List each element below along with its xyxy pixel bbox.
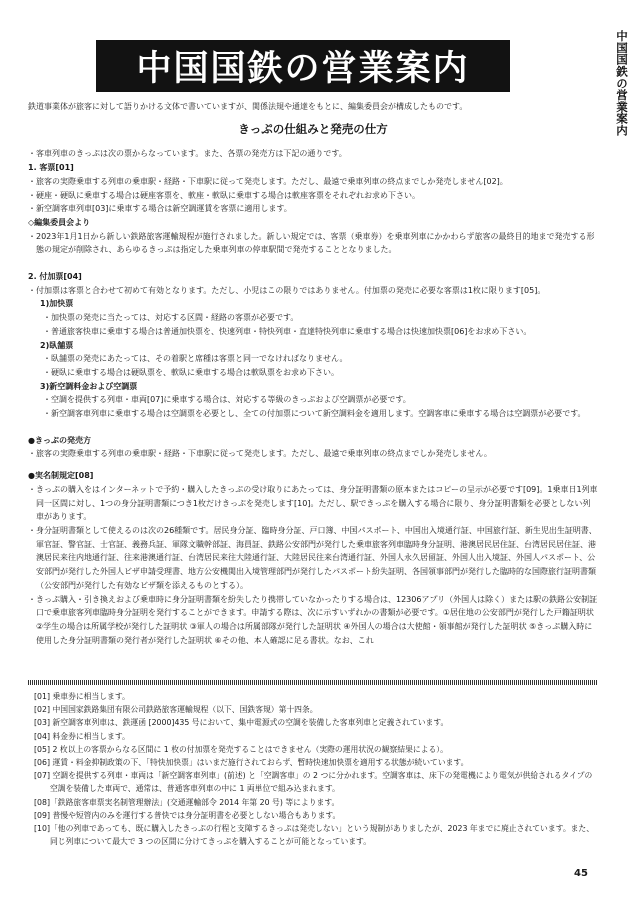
footnote-divider	[28, 680, 598, 685]
editor-note-heading: ◇編集委員会より	[28, 217, 91, 227]
paragraph: ・身分証明書類として使えるのは次の26種類です。居民身分証、臨時身分証、戸口簿、中国パスポート、中国出入境通行証、中国旅行証、新生児出生証明書、軍官証、警官証、士官証、義務兵証、軍隊文職幹部証、海員証、鉄路公安部門が発行した乗車旅客列車臨時身分証明、港澳居民居住証、台湾居民居住証、港澳居民来往内地通行証、往来港澳通行証、台湾居民来往大陸通行証、大陸居民往来台湾通行証、外国人永久居留証、外国人出入境証、外国人パスポート、公安部門が発行した外国人ビザ申請受理書、地方公安機関出入境管理部門が発行したパスポート紛失証明、各国領事部門が発行した臨時的な国際旅行証明書類（公安部門が発行した有効なビザ類を添えるものとする）。	[28, 525, 597, 590]
section-heading-jitsumeisei: ●実名制規定[08]	[28, 471, 94, 481]
subsection-heading: 1)加快票	[40, 299, 74, 309]
editor-note: ・2023年1月1日から新しい鉄路旅客運輸規程が施行されました。新しい規定では、客票（乗車券）を乗車列車にかかわらず旅客の最終目的地まで発売する形態の規定が削除され、あらゆるきっぷは指定した乗車列車の停車駅間で発売することとなりました。	[28, 231, 595, 255]
title-banner	[96, 40, 510, 92]
footnote: [08]「鉄路旅客車票実名制管理辦法」(交通運輸部令 2014 年第 20 号) 等によります。	[34, 797, 340, 807]
intro-text: 鉄道事業体が旅客に対して語りかける文体で書いていますが、関係法規や通達をもとに、編集委員会が構成したものです。	[28, 102, 468, 111]
side-chapter-tab: 中国国鉄の営業案内	[615, 30, 629, 137]
lead-paragraph: ・客車列車のきっぷは次の票からなっています。また、各票の発売方は下記の通りです。	[28, 149, 347, 159]
section-title: きっぷの仕組みと発売の仕方	[238, 121, 388, 136]
page-title: 中国国鉄の営業案内	[136, 49, 470, 89]
footnote: [03] 新空調客車列車は、鉄運函 [2000]435 号において、集中電源式の空調を装備した客車列車と定義されています。	[34, 718, 449, 728]
paragraph: ・旅客の実際乗車する列車の乗車駅・経路・下車駅に従って発売します。ただし、最遠で乗車列車の終点までしか発売しません。	[28, 449, 492, 459]
section-heading-kehyo: 1. 客票[01]	[28, 163, 74, 173]
paragraph: ・旅客の実際乗車する列車の乗車駅・経路・下車駅に従って発売します。ただし、最遠で乗車列車の終点までしか発売しません[02]。	[28, 176, 508, 186]
footnote: [02] 中国国家鉄路集団有限公司鉄路旅客運輸規程（以下、国鉄客規）第十四条。	[34, 705, 318, 715]
footnote: [10]「他の列車であっても、既に購入したきっぷの行程と支障するきっぷは発売しない」という規制がありましたが、2023 年までに廃止されています。また、同じ列車について最大で 3 つの区間に分けてきっぷを購入することが可能となっています。	[34, 824, 595, 847]
footnotes	[34, 690, 594, 848]
footnote: [01] 乗車券に相当します。	[34, 692, 130, 701]
section-heading-hatsubai: ●きっぷの発売方	[28, 435, 91, 445]
subsection-heading: 2)臥舗票	[40, 340, 74, 350]
paragraph: ・硬座・硬臥に乗車する場合は硬座客票を、軟座・軟臥に乗車する場合は軟座客票をそれぞれお求め下さい。	[28, 190, 420, 200]
paragraph: ・硬臥に乗車する場合は硬臥票を、軟臥に乗車する場合は軟臥票をお求め下さい。	[43, 367, 339, 377]
paragraph: ・空調を提供する列車・車両[07]に乗車する場合は、対応する等級のきっぷおよび空調票が必要です。	[43, 395, 411, 405]
paragraph: ・加快票の発売に当たっては、対応する区間・経路の客票が必要です。	[43, 313, 299, 323]
paragraph: ・新空調客車列車に乗車する場合は空調票を必要とし、全ての付加票について新空調料金を適用します。空調客車に乗車する場合は空調票が必要です。	[43, 409, 586, 419]
paragraph: ・きっぷ購入・引き換えおよび乗車時に身分証明書類を紛失したり携帯していなかったりする場合は、12306アプリ（外国人は除く）または駅の鉄路公安制証口で乗車旅客列車臨時身分証明を発行することができます。申請する際は、次に示すいずれかの書類が必要です。①居住地の公安部門が発行した戸籍証明状 ②学生の場合は所属学校が発行した証明状 ③軍人の場合は所属部隊が発行した証明状 ④外国人の場合は大使館・領事館が発行した証明状 ⑤きっぷ購入時に使用した身分証明書類の発行者が発行した証明状 ⑥その他、本人確認に足る書状。なお、これ	[28, 594, 598, 645]
footnote: [05] 2 枚以上の客票からなる区間に 1 枚の付加票を発売することはできません（実際の運用状況の観察結果による）。	[34, 744, 448, 754]
footnote: [09] 普慢や短管内のみを運行する普快では身分証明書を必要としない場合もあります。	[34, 810, 341, 820]
main-content	[28, 100, 598, 647]
paragraph: ・新空調客車列車[03]に乗車する場合は新空調運賃を客票に適用します。	[28, 204, 292, 214]
footnote: [06] 運賃・料金抑制政策の下、「特快加快票」はいまだ施行されておらず、暫時快速加快票を適用する状態が続いています。	[34, 758, 469, 768]
paragraph: ・きっぷの購入をはインターネットで予約・購入したきっぷの受け取りにあたっては、身分証明書類の原本またはコピーの呈示が必要です[09]。1乗車日1列車同一区間に対し、1つの身分証明書類につき1枚だけきっぷを発売します[10]。ただし、駅できっぷを購入する場合に限り、身分証明書類を必要としない列車があります。	[28, 484, 598, 522]
paragraph: ・付加票は客票と合わせて初めて有効となります。ただし、小児はこの限りではありません。付加票の発売に必要な客票は1枚に限ります[05]。	[28, 285, 546, 295]
footnote: [04] 料金券に相当します。	[34, 731, 130, 741]
subsection-heading: 3)新空調料金および空調票	[40, 381, 138, 391]
paragraph: ・普通旅客快車に乗車する場合は普通加快票を、快速列車・特快列車・直達特快列車に乗車する場合は快速加快票[06]をお求め下さい。	[43, 326, 532, 336]
footnote: [07] 空調を提供する列車・車両は「新空調客車列車」(前述) と「空調客車」の 2 つに分かれます。空調客車は、床下の発電機により電気が供給されるタイプの空調を装備した車両で、通常は、普通客車列車の中に 1 両単位で組み込まれます。	[34, 771, 593, 794]
page-number: 45	[574, 868, 588, 879]
section-heading-fukahyo: 2. 付加票[04]	[28, 272, 82, 282]
paragraph: ・臥舗票の発売にあたっては、その着駅と席種は客票と同一でなければなりません。	[43, 354, 348, 364]
